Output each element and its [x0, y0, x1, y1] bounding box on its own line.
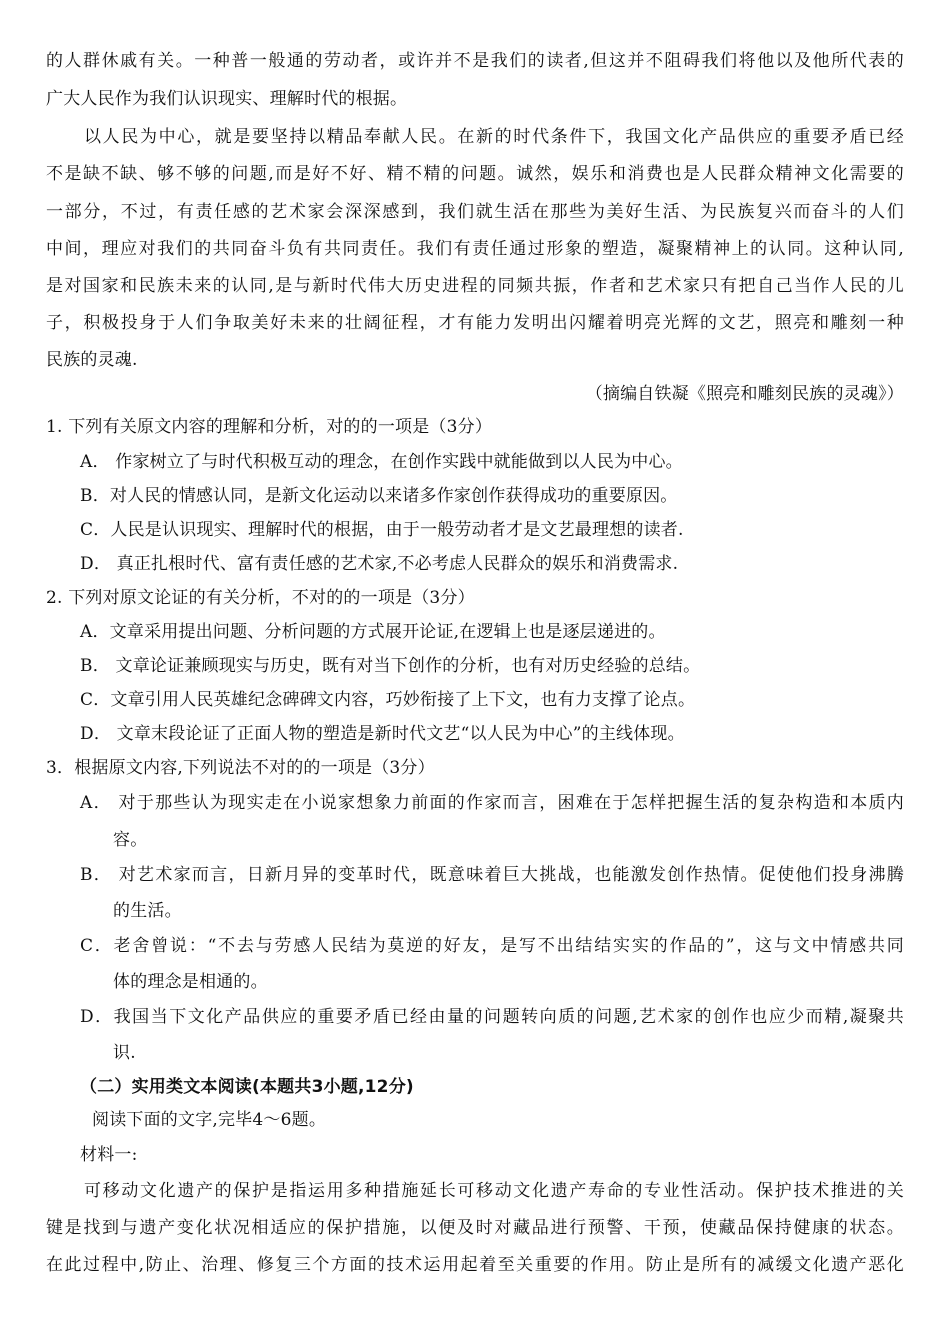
- question-2-option-d: D． 文章末段论证了正面人物的塑造是新时代文艺“以人民为中心”的主线体现。: [80, 724, 685, 744]
- question-3-option-d: D．我国当下文化产品供应的重要矛盾已经由量的问题转向质的问题,艺术家的创作也应少而精,凝聚共: [80, 1007, 904, 1027]
- question-2-option-c: C．文章引用人民英雄纪念碑碑文内容，巧妙衔接了上下文，也有力支撑了论点。: [80, 690, 696, 710]
- question-2-stem: 2. 下列对原文论证的有关分析，不对的的一项是（3分）: [46, 588, 475, 608]
- question-3-option-a-cont: 容。: [113, 830, 148, 850]
- question-3-option-c: C．老舍曾说：“不去与劳感人民结为莫逆的好友，是写不出结结实实的作品的”，这与文中情感共同: [80, 936, 904, 956]
- question-1-option-b: B．对人民的情感认同，是新文化运动以来诸多作家创作获得成功的重要原因。: [80, 486, 678, 506]
- material-line: 键是找到与遗产变化状况相适应的保护措施，以便及时对藏品进行预警、干预，使藏品保持健康的状态。: [46, 1218, 904, 1238]
- question-3-option-d-cont: 识.: [113, 1043, 136, 1063]
- passage-line: 民族的灵魂.: [46, 350, 138, 370]
- passage-line: 子，积极投身于人们争取美好未来的壮阔征程，才有能力发明出闪耀着明亮光辉的文艺，照亮和雕刻一种: [46, 313, 904, 333]
- question-1-option-a: A． 作家树立了与时代积极互动的理念，在创作实践中就能做到以人民为中心。: [80, 452, 683, 472]
- question-2-option-a: A．文章采用提出问题、分析问题的方式展开论证,在逻辑上也是逐层递进的。: [80, 622, 666, 642]
- question-1-stem: 1. 下列有关原文内容的理解和分析，对的的一项是（3分）: [46, 417, 493, 437]
- passage-line: 一部分，不过，有责任感的艺术家会深深感到，我们就生活在那些为美好生活、为民族复兴而奋斗的人们: [46, 202, 904, 222]
- section-instruction: 阅读下面的文字,完毕4～6题。: [92, 1110, 327, 1130]
- passage-line: 不是缺不缺、够不够的问题,而是好不好、精不精的问题。诚然，娱乐和消费也是人民群众精神文化需要的: [46, 164, 904, 184]
- passage-line: 以人民为中心，就是要坚持以精品奉献人民。在新的时代条件下，我国文化产品供应的重要矛盾已经: [84, 127, 904, 147]
- passage-line: 广大人民作为我们认识现实、理解时代的根据。: [46, 89, 408, 109]
- passage-line: 是对国家和民族未来的认同,是与新时代伟大历史进程的同频共振，作者和艺术家只有把自己当作人民的儿: [46, 276, 904, 296]
- material-line: 在此过程中,防止、治理、修复三个方面的技术运用起着至关重要的作用。防止是所有的减缓文化遗产恶化: [46, 1255, 904, 1275]
- question-3-option-a: A． 对于那些认为现实走在小说家想象力前面的作家而言，困难在于怎样把握生活的复杂构造和本质内: [80, 793, 904, 813]
- question-2-option-b: B． 文章论证兼顾现实与历史，既有对当下创作的分析，也有对历史经验的总结。: [80, 656, 701, 676]
- passage-line: 中间，理应对我们的共同奋斗负有共同责任。我们有责任通过形象的塑造，凝聚精神上的认同。这种认同,: [46, 239, 904, 259]
- question-3-stem: 3．根据原文内容,下列说法不对的的一项是（3分）: [46, 758, 435, 778]
- source-citation: （摘编自铁凝《照亮和雕刻民族的灵魂》）: [585, 384, 904, 404]
- question-1-option-c: C．人民是认识现实、理解时代的根据，由于一般劳动者才是文艺最理想的读者.: [80, 520, 684, 540]
- passage-line: 的人群休戚有关。一种普一般通的劳动者，或许并不是我们的读者,但这并不阻碍我们将他以及他所代表的: [46, 51, 904, 71]
- material-line: 可移动文化遗产的保护是指运用多种措施延长可移动文化遗产寿命的专业性活动。保护技术推进的关: [84, 1181, 904, 1201]
- question-3-option-b: B． 对艺术家而言，日新月异的变革时代，既意味着巨大挑战，也能激发创作热情。促使他们投身沸腾: [80, 865, 904, 885]
- material-label: 材料一:: [80, 1145, 138, 1165]
- question-3-option-b-cont: 的生活。: [113, 901, 182, 921]
- question-1-option-d: D． 真正扎根时代、富有责任感的艺术家,不必考虑人民群众的娱乐和消费需求.: [80, 554, 679, 574]
- section-heading: （二）实用类文本阅读(本题共3小题,12分): [80, 1077, 414, 1097]
- question-3-option-c-cont: 体的理念是相通的。: [113, 972, 268, 992]
